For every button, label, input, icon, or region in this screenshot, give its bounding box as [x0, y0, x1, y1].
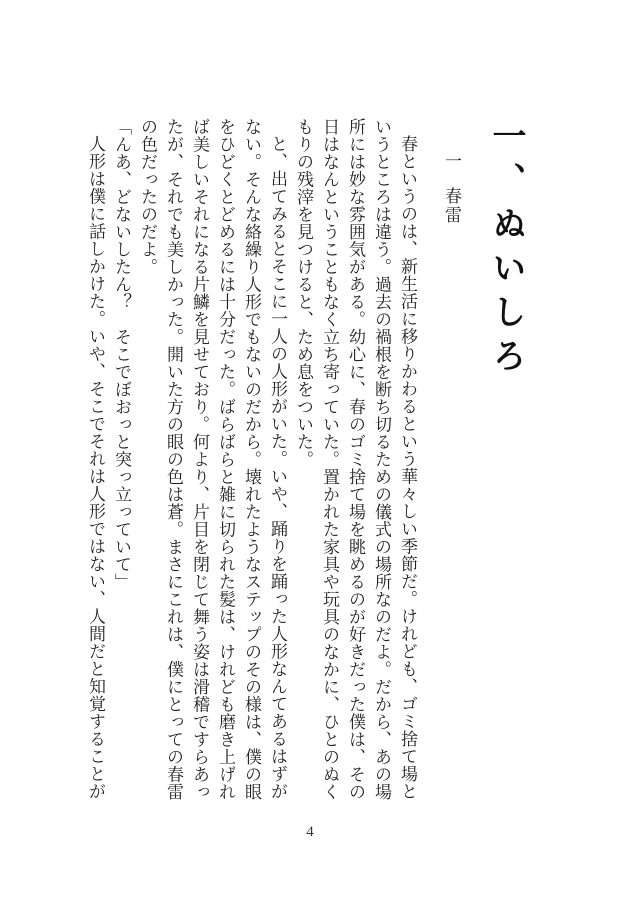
chapter-title: 一、ぬいしろ — [486, 118, 526, 382]
page-number: 4 — [306, 824, 314, 840]
paragraph: 春というのは、新生活に移りかわるという華々しい季節だ。けれども、ゴミ捨て場というところは違う。過去の禍根を断ち切るための儀式の場所なのだよ。だから、あの場所には妙な雰囲気がある。幼心に、春のゴミ捨て場を眺めるのが好きだった僕は、その日はなんということもなく立ち寄っていた。置かれた家具や玩具のなかに、ひとのぬくもりの残滓を見つけると、ため息をついた。 — [293, 118, 417, 801]
dialogue-line: 「んあ、どないしたん？ そこでぼおっと突っ立っていて」 — [111, 118, 131, 591]
paragraph: と、出てみるとそこに一人の人形がいた。いや、踊りを踊った人形なんてあるはずがない。そんな絡繰り人形でもないのだから。壊れたようなステップのその様は、僕の眼をひどくとどめるには十分だった。ばらばらと雑に切られた髪は、けれども磨き上げれば美しいそれになる片鱗を見せており。何より、片目を閉じて舞う姿は滑稽ですらあったが、それでも美しかった。開いた方の眼の色は蒼。まさにこれは、僕にとっての春雷の色だったのだよ。 — [137, 118, 287, 801]
paragraph: 人形は僕に話しかけた。いや、そこでそれは人形ではない、人間だと知覚することが — [85, 135, 105, 800]
vertical-text-body — [82, 118, 526, 808]
section-heading — [438, 118, 464, 808]
section-title: 春雷 — [441, 187, 461, 225]
section-number: 一 — [441, 152, 461, 171]
